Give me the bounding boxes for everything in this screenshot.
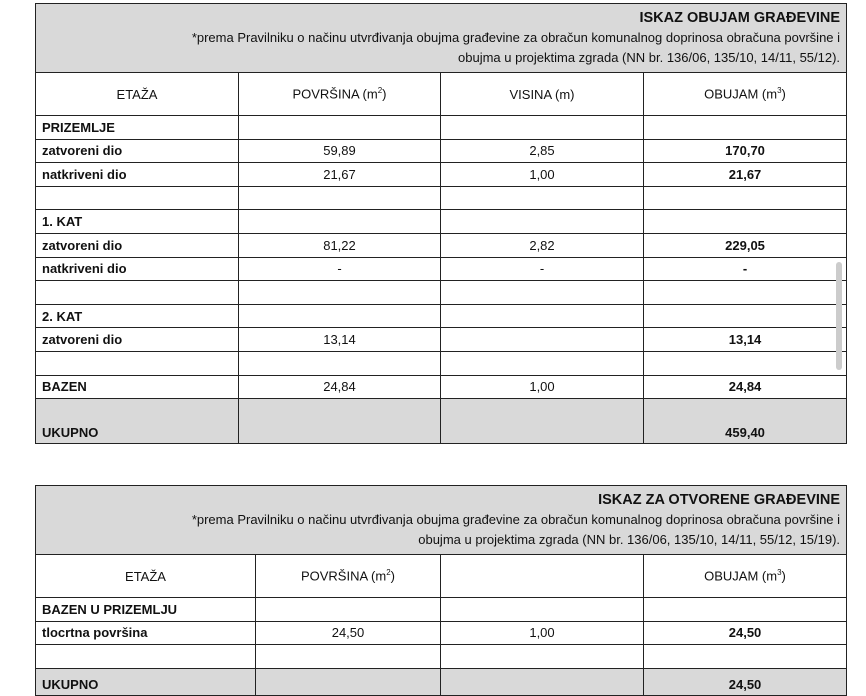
total-value: 24,50	[644, 668, 847, 695]
cell-etaza: PRIZEMLJE	[36, 116, 239, 140]
column-header-obujam: OBUJAM $(m^3)$	[644, 555, 847, 598]
cell-visina	[441, 186, 644, 210]
cell-povrsina	[256, 645, 441, 669]
table-note: *prema Pravilniku o načinu utvrđivanja obujma građevine za obračun komunalnog doprinosa obračuna površine i	[191, 512, 841, 527]
table-row	[36, 351, 847, 375]
cell-povrsina: -	[239, 257, 441, 281]
table-title: ISKAZ OBUJAM GRAĐEVINE	[639, 10, 841, 26]
cell-etaza: BAZEN	[36, 375, 239, 399]
table-row	[36, 233, 847, 257]
cell-obujam	[644, 351, 847, 375]
cell-etaza: 1. KAT	[36, 210, 239, 234]
column-header-etaza: ETAŽA	[36, 73, 239, 116]
cell-obujam: 229,05	[644, 233, 847, 257]
table-note: *prema Pravilniku o načinu utvrđivanja obujma građevine za obračun komunalnog doprinosa obračuna površine i	[191, 30, 841, 45]
table-row	[36, 375, 847, 399]
table-header	[36, 486, 847, 555]
column-header-povrsina: POVRŠINA $(m^2)$	[256, 555, 441, 598]
cell-povrsina: 21,67	[239, 163, 441, 187]
cell-etaza: BAZEN U PRIZEMLJU	[36, 598, 256, 622]
cell-visina	[441, 351, 644, 375]
table-row	[36, 186, 847, 210]
table-row	[36, 304, 847, 328]
total-label: UKUPNO	[36, 399, 239, 444]
cell-obujam	[644, 304, 847, 328]
cell-povrsina	[239, 186, 441, 210]
cell-povrsina	[239, 351, 441, 375]
empty-cell	[256, 668, 441, 695]
table-row	[36, 598, 847, 622]
cell-povrsina	[239, 210, 441, 234]
cell-obujam	[644, 116, 847, 140]
table-row	[36, 163, 847, 187]
cell-etaza: zatvoreni dio	[36, 139, 239, 163]
scrollbar[interactable]	[836, 262, 842, 370]
cell-etaza	[36, 281, 239, 305]
table-row	[36, 621, 847, 645]
table-title: ISKAZ ZA OTVORENE GRAĐEVINE	[598, 492, 841, 508]
cell-visina: 1,00	[441, 375, 644, 399]
cell-obujam: 24,84	[644, 375, 847, 399]
column-header-visina: VISINA (m)	[441, 73, 644, 116]
table-note: obujma u projektima zgrada (NN br. 136/06, 135/10, 14/11, 55/12, 15/19).	[418, 532, 841, 547]
cell-povrsina	[239, 281, 441, 305]
cell-obujam: -	[644, 257, 847, 281]
cell-etaza: natkriveni dio	[36, 257, 239, 281]
cell-visina	[441, 598, 644, 622]
cell-etaza	[36, 186, 239, 210]
table-row	[36, 281, 847, 305]
cell-visina: 2,82	[441, 233, 644, 257]
cell-etaza: zatvoreni dio	[36, 233, 239, 257]
table-row	[36, 645, 847, 669]
column-header-povrsina: POVRŠINA $(m^2)$	[239, 73, 441, 116]
cell-visina	[441, 328, 644, 352]
cell-visina	[441, 304, 644, 328]
table-row	[36, 116, 847, 140]
empty-cell	[239, 399, 441, 444]
table-row	[36, 257, 847, 281]
open-structures-table	[35, 485, 847, 696]
cell-povrsina: 24,84	[239, 375, 441, 399]
cell-visina	[441, 645, 644, 669]
cell-obujam: 24,50	[644, 621, 847, 645]
cell-povrsina: 81,22	[239, 233, 441, 257]
cell-obujam	[644, 281, 847, 305]
cell-obujam	[644, 210, 847, 234]
column-header-etaza: ETAŽA	[36, 555, 256, 598]
table-row	[36, 210, 847, 234]
cell-etaza: 2. KAT	[36, 304, 239, 328]
building-volume-table	[35, 3, 847, 444]
total-label: UKUPNO	[36, 668, 256, 695]
cell-etaza	[36, 351, 239, 375]
cell-visina: 1,00	[441, 163, 644, 187]
cell-povrsina: 13,14	[239, 328, 441, 352]
cell-visina: 2,85	[441, 139, 644, 163]
cell-visina	[441, 210, 644, 234]
cell-obujam	[644, 186, 847, 210]
cell-etaza: tlocrtna površina	[36, 621, 256, 645]
cell-visina: -	[441, 257, 644, 281]
cell-etaza: zatvoreni dio	[36, 328, 239, 352]
cell-obujam: 13,14	[644, 328, 847, 352]
empty-cell	[441, 668, 644, 695]
table-note: obujma u projektima zgrada (NN br. 136/06, 135/10, 14/11, 55/12).	[458, 50, 841, 65]
column-header-visina	[441, 555, 644, 598]
empty-cell	[441, 399, 644, 444]
cell-etaza: natkriveni dio	[36, 163, 239, 187]
cell-obujam: 21,67	[644, 163, 847, 187]
column-header-obujam: OBUJAM $(m^3)$	[644, 73, 847, 116]
cell-povrsina	[239, 304, 441, 328]
cell-obujam	[644, 598, 847, 622]
cell-povrsina	[256, 598, 441, 622]
cell-visina: 1,00	[441, 621, 644, 645]
table-row	[36, 328, 847, 352]
total-value: 459,40	[644, 399, 847, 444]
cell-obujam: 170,70	[644, 139, 847, 163]
cell-obujam	[644, 645, 847, 669]
cell-visina	[441, 281, 644, 305]
cell-visina	[441, 116, 644, 140]
cell-etaza	[36, 645, 256, 669]
table-header	[36, 4, 847, 73]
cell-povrsina: 24,50	[256, 621, 441, 645]
cell-povrsina	[239, 116, 441, 140]
cell-povrsina: 59,89	[239, 139, 441, 163]
table-row	[36, 139, 847, 163]
